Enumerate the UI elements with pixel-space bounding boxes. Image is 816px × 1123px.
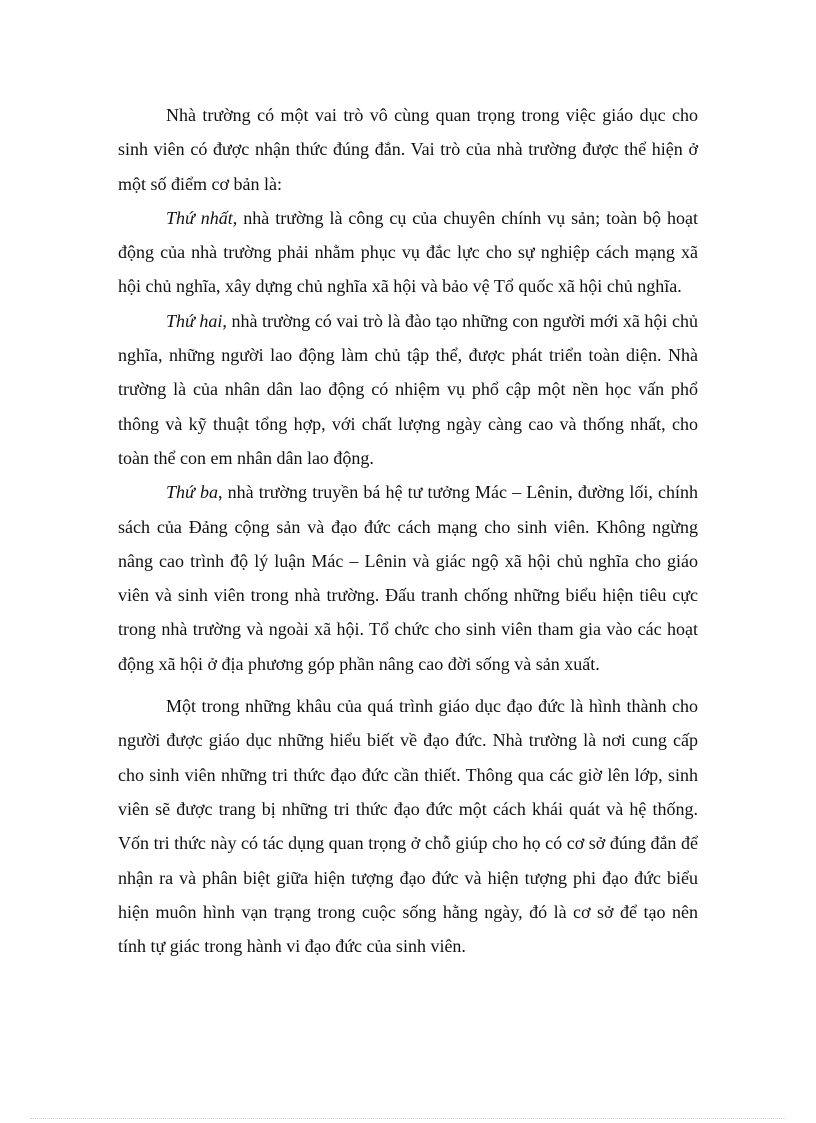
paragraph-first-point [118, 201, 698, 304]
paragraph-text: Một trong những khâu của quá trình giáo dục đạo đức là hình thành cho người được giáo dục những hiểu biết về đạo đức. Nhà trường là nơi cung cấp cho sinh viên những tri thức đạo đức cần thiết. Thông qua các giờ lên lớp, sinh viên sẽ được trang bị những tri thức đạo đức một cách khái quát và hệ thống. Vốn tri thức này có tác dụng quan trọng ở chỗ giúp cho họ có cơ sở đúng đắn để nhận ra và phân biệt giữa hiện tượng đạo đức và hiện tượng phi đạo đức biểu hiện muôn hình vạn trạng trong cuộc sống hằng ngày, đó là cơ sở để tạo nên tính tự giác trong hành vi đạo đức của sinh viên. [118, 696, 698, 957]
paragraph-lead: Thứ nhất [166, 207, 233, 228]
paragraph-text: , nhà trường có vai trò là đào tạo những con người mới xã hội chủ nghĩa, những người lao động làm chủ tập thể, được phát triển toàn diện. Nhà trường là của nhân dân lao động có nhiệm vụ phổ cập một nền học vấn phổ thông và kỹ thuật tổng hợp, với chất lượng ngày càng cao và thống nhất, cho toàn thể con em nhân dân lao động. [118, 310, 698, 468]
page-bottom-divider [30, 1118, 786, 1119]
paragraph-intro [118, 98, 698, 201]
paragraph-lead: Thứ ba [166, 482, 218, 503]
paragraph-lead: Thứ hai [166, 310, 223, 331]
document-page [118, 98, 698, 963]
paragraph-third-point [118, 475, 698, 681]
paragraph-second-point [118, 304, 698, 475]
paragraph-text: Nhà trường có một vai trò vô cùng quan trọng trong việc giáo dục cho sinh viên có được nhận thức đúng đắn. Vai trò của nhà trường được thể hiện ở một số điểm cơ bản là: [118, 105, 698, 194]
paragraph-text: , nhà trường là công cụ của chuyên chính vụ sản; toàn bộ hoạt động của nhà trường phải nhằm phục vụ đắc lực cho sự nghiệp cách mạng xã hội chủ nghĩa, xây dựng chủ nghĩa xã hội và bảo vệ Tổ quốc xã hội chủ nghĩa. [118, 207, 698, 297]
paragraph-text: , nhà trường truyền bá hệ tư tưởng Mác – Lênin, đường lối, chính sách của Đảng cộng sản và đạo đức cách mạng cho sinh viên. Không ngừng nâng cao trình độ lý luận Mác – Lênin và giác ngộ xã hội chủ nghĩa cho giáo viên và sinh viên trong nhà trường. Đấu tranh chống những biểu hiện tiêu cực trong nhà trường và ngoài xã hội. Tổ chức cho sinh viên tham gia vào các hoạt động xã hội ở địa phương góp phần nâng cao đời sống và sản xuất. [118, 482, 698, 674]
paragraph-moral-education [118, 689, 698, 963]
